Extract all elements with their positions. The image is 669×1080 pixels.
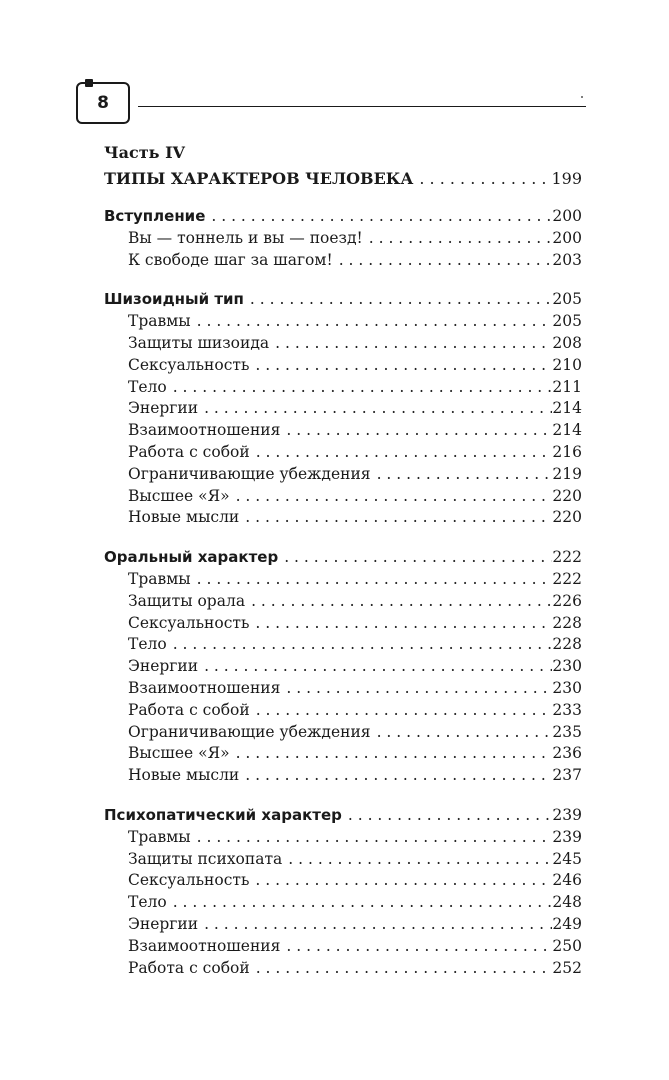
toc-subsection-entry-title: Тело [128,635,167,654]
dot-leader [286,420,552,442]
toc-subsection-entry-title: Высшее «Я» [128,744,230,763]
dot-leader [256,700,553,722]
section-gap [104,271,582,289]
toc-subsection-entry-title: Энергии [128,914,199,933]
toc-section-entry-page: 205 [552,290,582,309]
dot-leader [255,355,552,377]
dot-leader [211,206,552,228]
toc-subsection-entry-title: Тело [128,377,167,396]
toc-subsection-entry-title: Защиты психопата [128,849,283,868]
toc-section-entry[interactable] [104,547,582,569]
toc-subsection-entry[interactable] [104,591,582,613]
toc-subsection-entry-page: 237 [552,766,582,785]
dot-leader [256,958,553,980]
toc-section-entry-title: Шизоидный тип [104,290,244,309]
toc-subsection-entry[interactable] [104,700,582,722]
toc-section-entry[interactable] [104,206,582,228]
toc-subsection-entry-page: 226 [552,591,582,610]
toc-subsection-entry-page: 216 [552,442,582,461]
toc-subsection-entry[interactable] [104,311,582,333]
toc-subsection-entry-page: 230 [552,678,582,697]
toc-subsection-entry-page: 210 [552,355,582,374]
toc-subsection-entry[interactable] [104,849,582,871]
toc-subsection-entry-title: Травмы [128,312,191,331]
toc-subsection-entry[interactable] [104,892,582,914]
toc-subsection-entry-title: Новые мысли [128,508,240,527]
toc-subsection-entry[interactable] [104,377,582,399]
header-rule [138,106,586,107]
toc-subsection-entry-page: 228 [552,635,582,654]
page-header [76,78,586,128]
toc-subsection-entry[interactable] [104,464,582,486]
dot-leader [236,486,553,508]
toc-subsection-entry-page: 250 [552,936,582,955]
toc-section-entry[interactable] [104,805,582,827]
toc-subsection-entry[interactable] [104,722,582,744]
dot-leader [419,166,551,192]
toc-section-entry-page: 200 [552,207,582,225]
toc-subsection-entry-page: 236 [552,744,582,763]
toc-subsection-entry[interactable] [104,420,582,442]
dot-leader [377,464,553,486]
toc-subsection-entry-page: 222 [552,569,582,588]
toc-subsection-entry[interactable] [104,228,582,250]
toc-subsection-entry-page: 214 [552,399,582,418]
dot-leader [204,398,552,420]
toc-subsection-entry-title: Вы — тоннель и вы — поезд! [128,228,363,247]
toc-subsection-entry[interactable] [104,870,582,892]
toc-subsection-entry-page: 228 [552,613,582,632]
toc-subsection-entry-page: 211 [552,377,582,396]
toc-subsection-entry-page: 214 [552,421,582,440]
toc-subsection-entry-title: Ограничивающие убеждения [128,464,371,483]
toc-subsection-entry-page: 203 [552,250,582,269]
toc-subsection-entry[interactable] [104,827,582,849]
dot-leader [197,569,553,591]
dot-leader [286,678,552,700]
toc-subsection-entry-page: 205 [552,312,582,331]
toc-subsection-entry-page: 235 [552,722,582,741]
toc-subsection-entry-page: 220 [552,508,582,527]
toc-section-entry-title: Вступление [104,207,206,225]
toc-section-entry-title: Оральный характер [104,548,279,567]
toc-subsection-entry-title: Сексуальность [128,355,250,374]
toc-subsection-entry-title: Травмы [128,827,191,846]
dot-leader [286,936,552,958]
toc-subsection-entry[interactable] [104,442,582,464]
toc-subsection-entry[interactable] [104,486,582,508]
dot-leader [173,892,553,914]
header-dot [581,96,583,98]
toc-subsection-entry-title: Энергии [128,399,199,418]
toc-subsection-entry[interactable] [104,398,582,420]
toc-section-entry[interactable] [104,289,582,311]
dot-leader [197,827,553,849]
page-number-box [76,82,130,124]
toc-subsection-entry-title: Взаимоотношения [128,936,281,955]
toc-section-entry-page: 239 [552,805,582,824]
toc-subsection-entry-title: Ограничивающие убеждения [128,722,371,741]
toc-subsection-entry-title: Взаимоотношения [128,421,281,440]
toc-subsection-entry-page: 239 [552,827,582,846]
toc-subsection-entry-title: Работа с собой [128,442,250,461]
toc-subsection-entry[interactable] [104,958,582,980]
toc-subsection-entry-title: Работа с собой [128,700,250,719]
toc-subsection-entry-page: 249 [552,914,582,933]
part-title: ТИПЫ ХАРАКТЕРОВ ЧЕЛОВЕКА [104,169,414,188]
toc-subsection-entry-title: Новые мысли [128,766,240,785]
dot-leader [250,289,552,311]
toc-subsection-entry[interactable] [104,507,582,529]
toc-subsection-entry-page: 219 [552,464,582,483]
dot-leader [339,250,553,272]
dot-leader [288,849,552,871]
toc-subsection-entry[interactable] [104,678,582,700]
dot-leader [348,805,553,827]
dot-leader [236,743,553,765]
toc-section-entry-title: Психопатический характер [104,805,342,824]
toc-subsection-entry-title: Высшее «Я» [128,486,230,505]
toc-subsection-entry-title: Тело [128,893,167,912]
toc-subsection-entry[interactable] [104,914,582,936]
dot-leader [256,442,553,464]
dot-leader [245,507,552,529]
toc-subsection-entry[interactable] [104,936,582,958]
dot-leader [173,634,553,656]
dot-leader [275,333,552,355]
toc-subsection-entry-title: Взаимоотношения [128,678,281,697]
toc-subsection-entry[interactable] [104,634,582,656]
toc-subsection-entry-title: Сексуальность [128,613,250,632]
toc-subsection-entry-page: 208 [552,333,582,352]
toc-subsection-entry-title: Энергии [128,657,199,676]
toc-subsection-entry-title: К свободе шаг за шагом! [128,250,333,269]
toc-subsection-entry-title: Сексуальность [128,871,250,890]
toc-subsection-entry-page: 200 [552,228,582,247]
section-gap [104,787,582,805]
dot-leader [369,228,553,250]
toc-section-entry-page: 222 [552,548,582,567]
dot-leader [255,613,552,635]
part-page: 199 [551,169,582,188]
toc-subsection-entry[interactable] [104,250,582,272]
toc-subsection-entry-title: Травмы [128,569,191,588]
toc-subsection-entry[interactable] [104,765,582,787]
table-of-contents [104,140,582,979]
toc-subsection-entry-page: 246 [552,871,582,890]
section-gap [104,529,582,547]
toc-subsection-entry[interactable] [104,333,582,355]
toc-subsection-entry[interactable] [104,613,582,635]
toc-subsection-entry-title: Защиты орала [128,591,246,610]
toc-subsection-entry-title: Защиты шизоида [128,333,270,352]
page-number: 8 [97,93,109,113]
toc-subsection-entry[interactable] [104,569,582,591]
toc-subsection-entry-page: 233 [552,700,582,719]
dot-leader [245,765,552,787]
toc-subsection-entry-page: 230 [552,657,582,676]
toc-subsection-entry-page: 252 [552,958,582,977]
toc-subsection-entry[interactable] [104,656,582,678]
dot-leader [377,722,553,744]
toc-subsection-entry-page: 248 [552,893,582,912]
dot-leader [284,547,552,569]
part-label: Часть IV [104,143,185,162]
toc-subsection-entry-page: 220 [552,486,582,505]
dot-leader [197,311,553,333]
dot-leader [255,870,552,892]
section-gap [104,192,582,206]
toc-subsection-entry-title: Работа с собой [128,958,250,977]
dot-leader [204,656,552,678]
sections-container [104,192,582,979]
toc-subsection-entry[interactable] [104,743,582,765]
dot-leader [173,377,553,399]
toc-subsection-entry-page: 245 [552,849,582,868]
dot-leader [251,591,552,613]
part-title-entry[interactable] [104,166,582,192]
dot-leader [204,914,552,936]
toc-subsection-entry[interactable] [104,355,582,377]
